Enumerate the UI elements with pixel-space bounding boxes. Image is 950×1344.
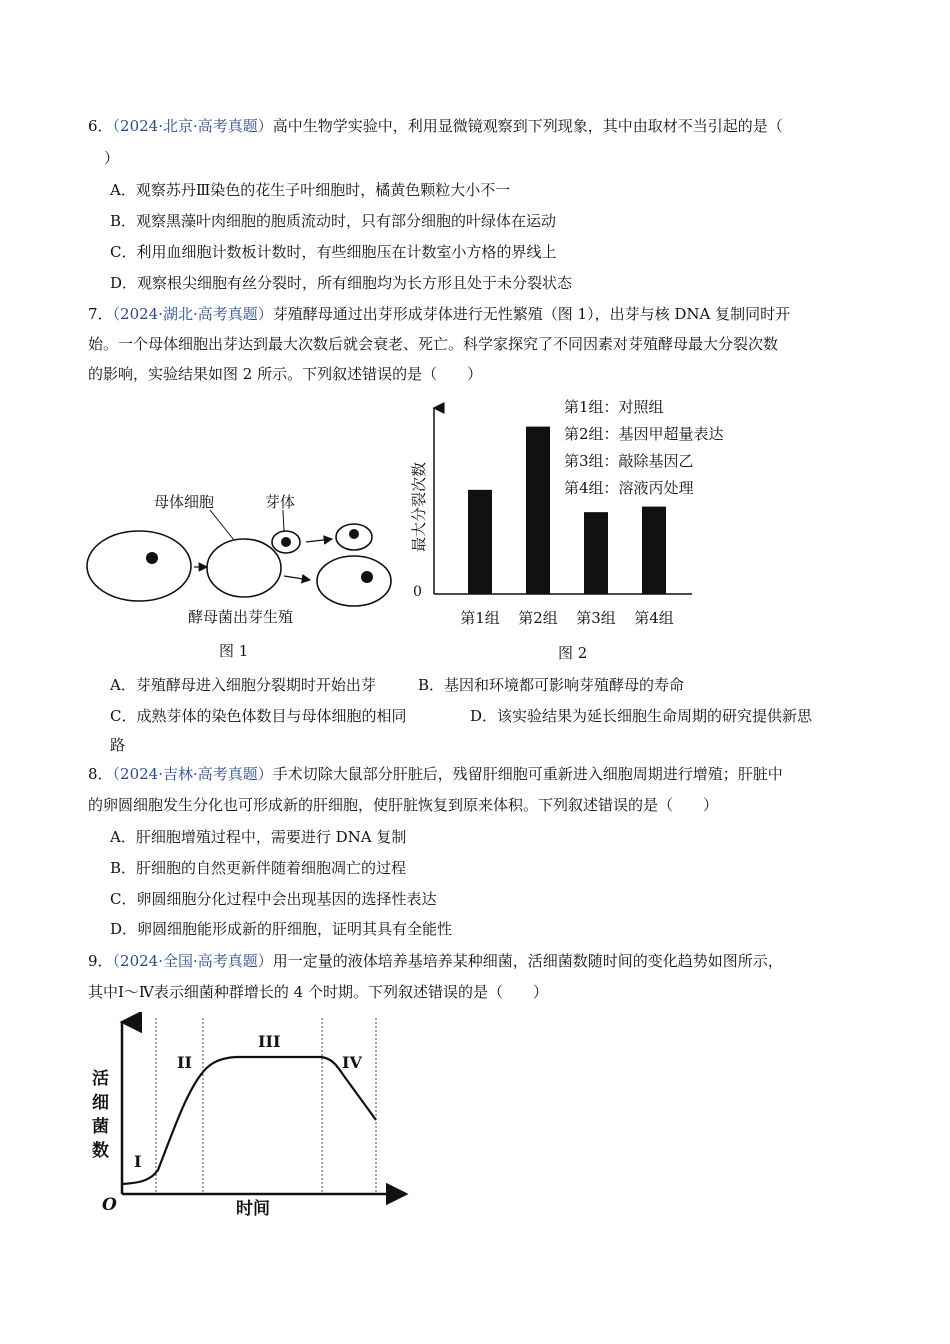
pointer-bud xyxy=(283,510,284,532)
q7-stem-line3: 的影响，实验结果如图 2 所示。下列叙述错误的是（ ） xyxy=(88,365,483,383)
bar-2 xyxy=(526,427,550,594)
q7-option-d-line1: D．该实验结果为延长细胞生命周期的研究提供新思 xyxy=(470,707,813,725)
q6-stem-line2: ） xyxy=(104,149,120,167)
q9-number: 9． xyxy=(88,952,113,970)
q6-source: （2024·北京·高考真题） xyxy=(112,117,273,135)
pointer-mother xyxy=(210,510,234,540)
q7-option-d-line2: 路 xyxy=(110,736,126,754)
q8-source: （2024·吉林·高考真题） xyxy=(112,765,273,783)
q6-option-d: D．观察根尖细胞有丝分裂时，所有细胞均为长方形且处于未分裂状态 xyxy=(110,274,573,292)
label-mother-cell: 母体细胞 xyxy=(154,493,215,511)
bar-tick-4: 第4组 xyxy=(634,609,674,627)
q7-number: 7． xyxy=(88,305,113,323)
bar-4 xyxy=(642,507,666,594)
q6-option-b: B．观察黑藻叶肉细胞的胞质流动时，只有部分细胞的叶绿体在运动 xyxy=(110,212,557,230)
arrow-2 xyxy=(306,539,332,542)
yeast-mother-cell xyxy=(207,531,300,597)
q8-option-a: A．肝细胞增殖过程中，需要进行 DNA 复制 xyxy=(110,828,407,846)
fig2-caption: 图 2 xyxy=(558,644,588,662)
q8-option-d: D．卵圆细胞能形成新的肝细胞，证明其具有全能性 xyxy=(110,920,453,938)
q9-stem-text: 用一定量的液体培养基培养某种细菌，活细菌数随时间的变化趋势如图所示， xyxy=(272,952,783,970)
growth-x-label: 时间 xyxy=(236,1199,270,1219)
q6-option-a: A．观察苏丹Ⅲ染色的花生子叶细胞时，橘黄色颗粒大小不一 xyxy=(110,181,511,199)
growth-y-label: 活细菌数 xyxy=(92,1069,109,1161)
growth-origin: O xyxy=(102,1195,117,1215)
bar-legend-entry-3: 第3组：敲除基因乙 xyxy=(564,452,694,470)
q8-stem-line1 xyxy=(88,764,783,784)
q7-source: （2024·湖北·高考真题） xyxy=(112,305,273,323)
q6-number: 6． xyxy=(88,117,113,135)
fig1-inner-caption: 酵母菌出芽生殖 xyxy=(188,608,294,626)
q6-stem-line1 xyxy=(88,116,783,136)
q8-number: 8． xyxy=(88,765,113,783)
q7-figure2-bar-chart xyxy=(400,392,760,672)
bar-tick-3: 第3组 xyxy=(576,609,616,627)
phase-label-i: I xyxy=(134,1152,142,1171)
yeast-bud-right xyxy=(336,524,372,550)
fig1-caption: 图 1 xyxy=(219,642,249,660)
q8-stem-line2: 的卵圆细胞发生分化也可形成新的肝细胞，使肝脏恢复到原来体积。下列叙述错误的是（ ） xyxy=(88,796,719,814)
bar-legend-entry-2: 第2组：基因甲超量表达 xyxy=(564,425,724,443)
q7-stem-text: 芽殖酵母通过出芽形成芽体进行无性繁殖（图 1），出芽与核 DNA 复制同时开 xyxy=(272,305,791,323)
bar-y-label: 最大分裂次数 xyxy=(410,461,428,552)
phase-label-iv: IV xyxy=(342,1053,362,1072)
q9-stem-line1 xyxy=(88,951,783,971)
bar-tick-2: 第2组 xyxy=(518,609,558,627)
bar-legend-entry-1: 第1组：对照组 xyxy=(564,398,664,416)
phase-label-ii: II xyxy=(177,1053,192,1072)
q7-stem-line2: 始。一个母体细胞出芽达到最大次数后就会衰老、死亡。科学家探究了不同因素对芽殖酵母最大分裂次数 xyxy=(88,335,779,353)
bar-3 xyxy=(584,512,608,594)
q9-stem-line2: 其中Ⅰ～Ⅳ表示细菌种群增长的 4 个时期。下列叙述错误的是（ ） xyxy=(88,983,548,1001)
q7-option-b: B．基因和环境都可影响芽殖酵母的寿命 xyxy=(418,676,685,694)
bar-1 xyxy=(468,490,492,594)
q7-option-a: A．芽殖酵母进入细胞分裂期时开始出芽 xyxy=(110,676,376,694)
yeast-cell-right xyxy=(317,556,391,606)
q9-growth-curve-figure xyxy=(86,1012,416,1222)
label-bud: 芽体 xyxy=(265,493,296,511)
q7-option-c: C．成熟芽体的染色体数目与母体细胞的相同 xyxy=(110,707,407,725)
q8-option-c: C．卵圆细胞分化过程中会出现基因的选择性表达 xyxy=(110,890,437,908)
q6-option-c: C．利用血细胞计数板计数时，有些细胞压在计数室小方格的界线上 xyxy=(110,243,557,261)
phase-label-iii: III xyxy=(258,1032,281,1051)
q9-source: （2024·全国·高考真题） xyxy=(112,952,273,970)
growth-curve xyxy=(122,1057,376,1184)
q7-stem-line1 xyxy=(88,304,790,324)
q6-stem-text: 高中生物学实验中，利用显微镜观察到下列现象，其中由取材不当引起的是（ xyxy=(272,117,783,135)
q8-stem-text: 手术切除大鼠部分肝脏后，残留肝细胞可重新进入细胞周期进行增殖；肝脏中 xyxy=(272,765,783,783)
arrow-3 xyxy=(284,576,310,580)
q8-option-b: B．肝细胞的自然更新伴随着细胞凋亡的过程 xyxy=(110,859,407,877)
yeast-cell-left xyxy=(87,531,191,601)
bar-tick-1: 第1组 xyxy=(460,609,500,627)
bar-y-origin: 0 xyxy=(413,584,422,600)
bar-legend-entry-4: 第4组：溶液丙处理 xyxy=(564,479,694,497)
q7-figure1 xyxy=(82,480,402,670)
